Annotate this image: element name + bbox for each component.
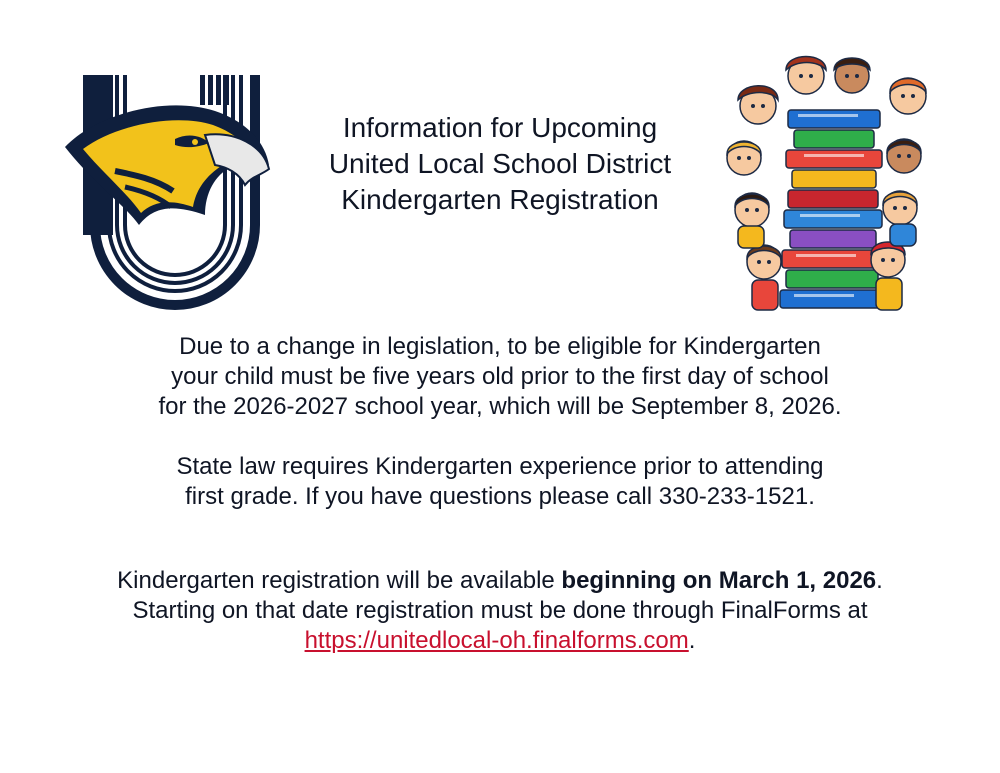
registration-line-3 — [0, 626, 1000, 656]
eligibility-line-1: Due to a change in legislation, to be eligible for Kindergarten — [179, 333, 821, 360]
registration-start-date: beginning on March 1, 2026 — [561, 567, 877, 594]
state-law-paragraph — [0, 452, 1000, 512]
eligibility-line-2: your child must be five years old prior to the first day of school — [171, 363, 829, 390]
title-line-2: United Local School District — [328, 148, 672, 179]
eligibility-paragraph — [0, 332, 1000, 422]
registration-paragraph — [0, 566, 1000, 656]
registration-link-period: . — [688, 627, 696, 654]
eagle-u-logo-icon — [55, 75, 295, 315]
title-line-3: Kindergarten Registration — [341, 184, 659, 215]
title-line-1: Information for Upcoming — [342, 112, 658, 143]
registration-line-2: Starting on that date registration must be done through FinalForms at — [132, 597, 868, 624]
state-law-line-2: first grade. If you have questions please call 330-233-1521. — [185, 483, 815, 510]
eligibility-line-3: for the 2026-2027 school year, which will be September 8, 2026. — [158, 393, 842, 420]
registration-prefix: Kindergarten registration will be available — [117, 567, 562, 594]
page-title — [290, 110, 710, 218]
kids-with-books-icon — [708, 48, 940, 328]
state-law-line-1: State law requires Kindergarten experience prior to attending — [176, 453, 824, 480]
registration-line-1 — [0, 566, 1000, 596]
registration-period: . — [876, 567, 883, 594]
finalforms-link[interactable]: https://unitedlocal-oh.finalforms.com — [304, 627, 689, 654]
